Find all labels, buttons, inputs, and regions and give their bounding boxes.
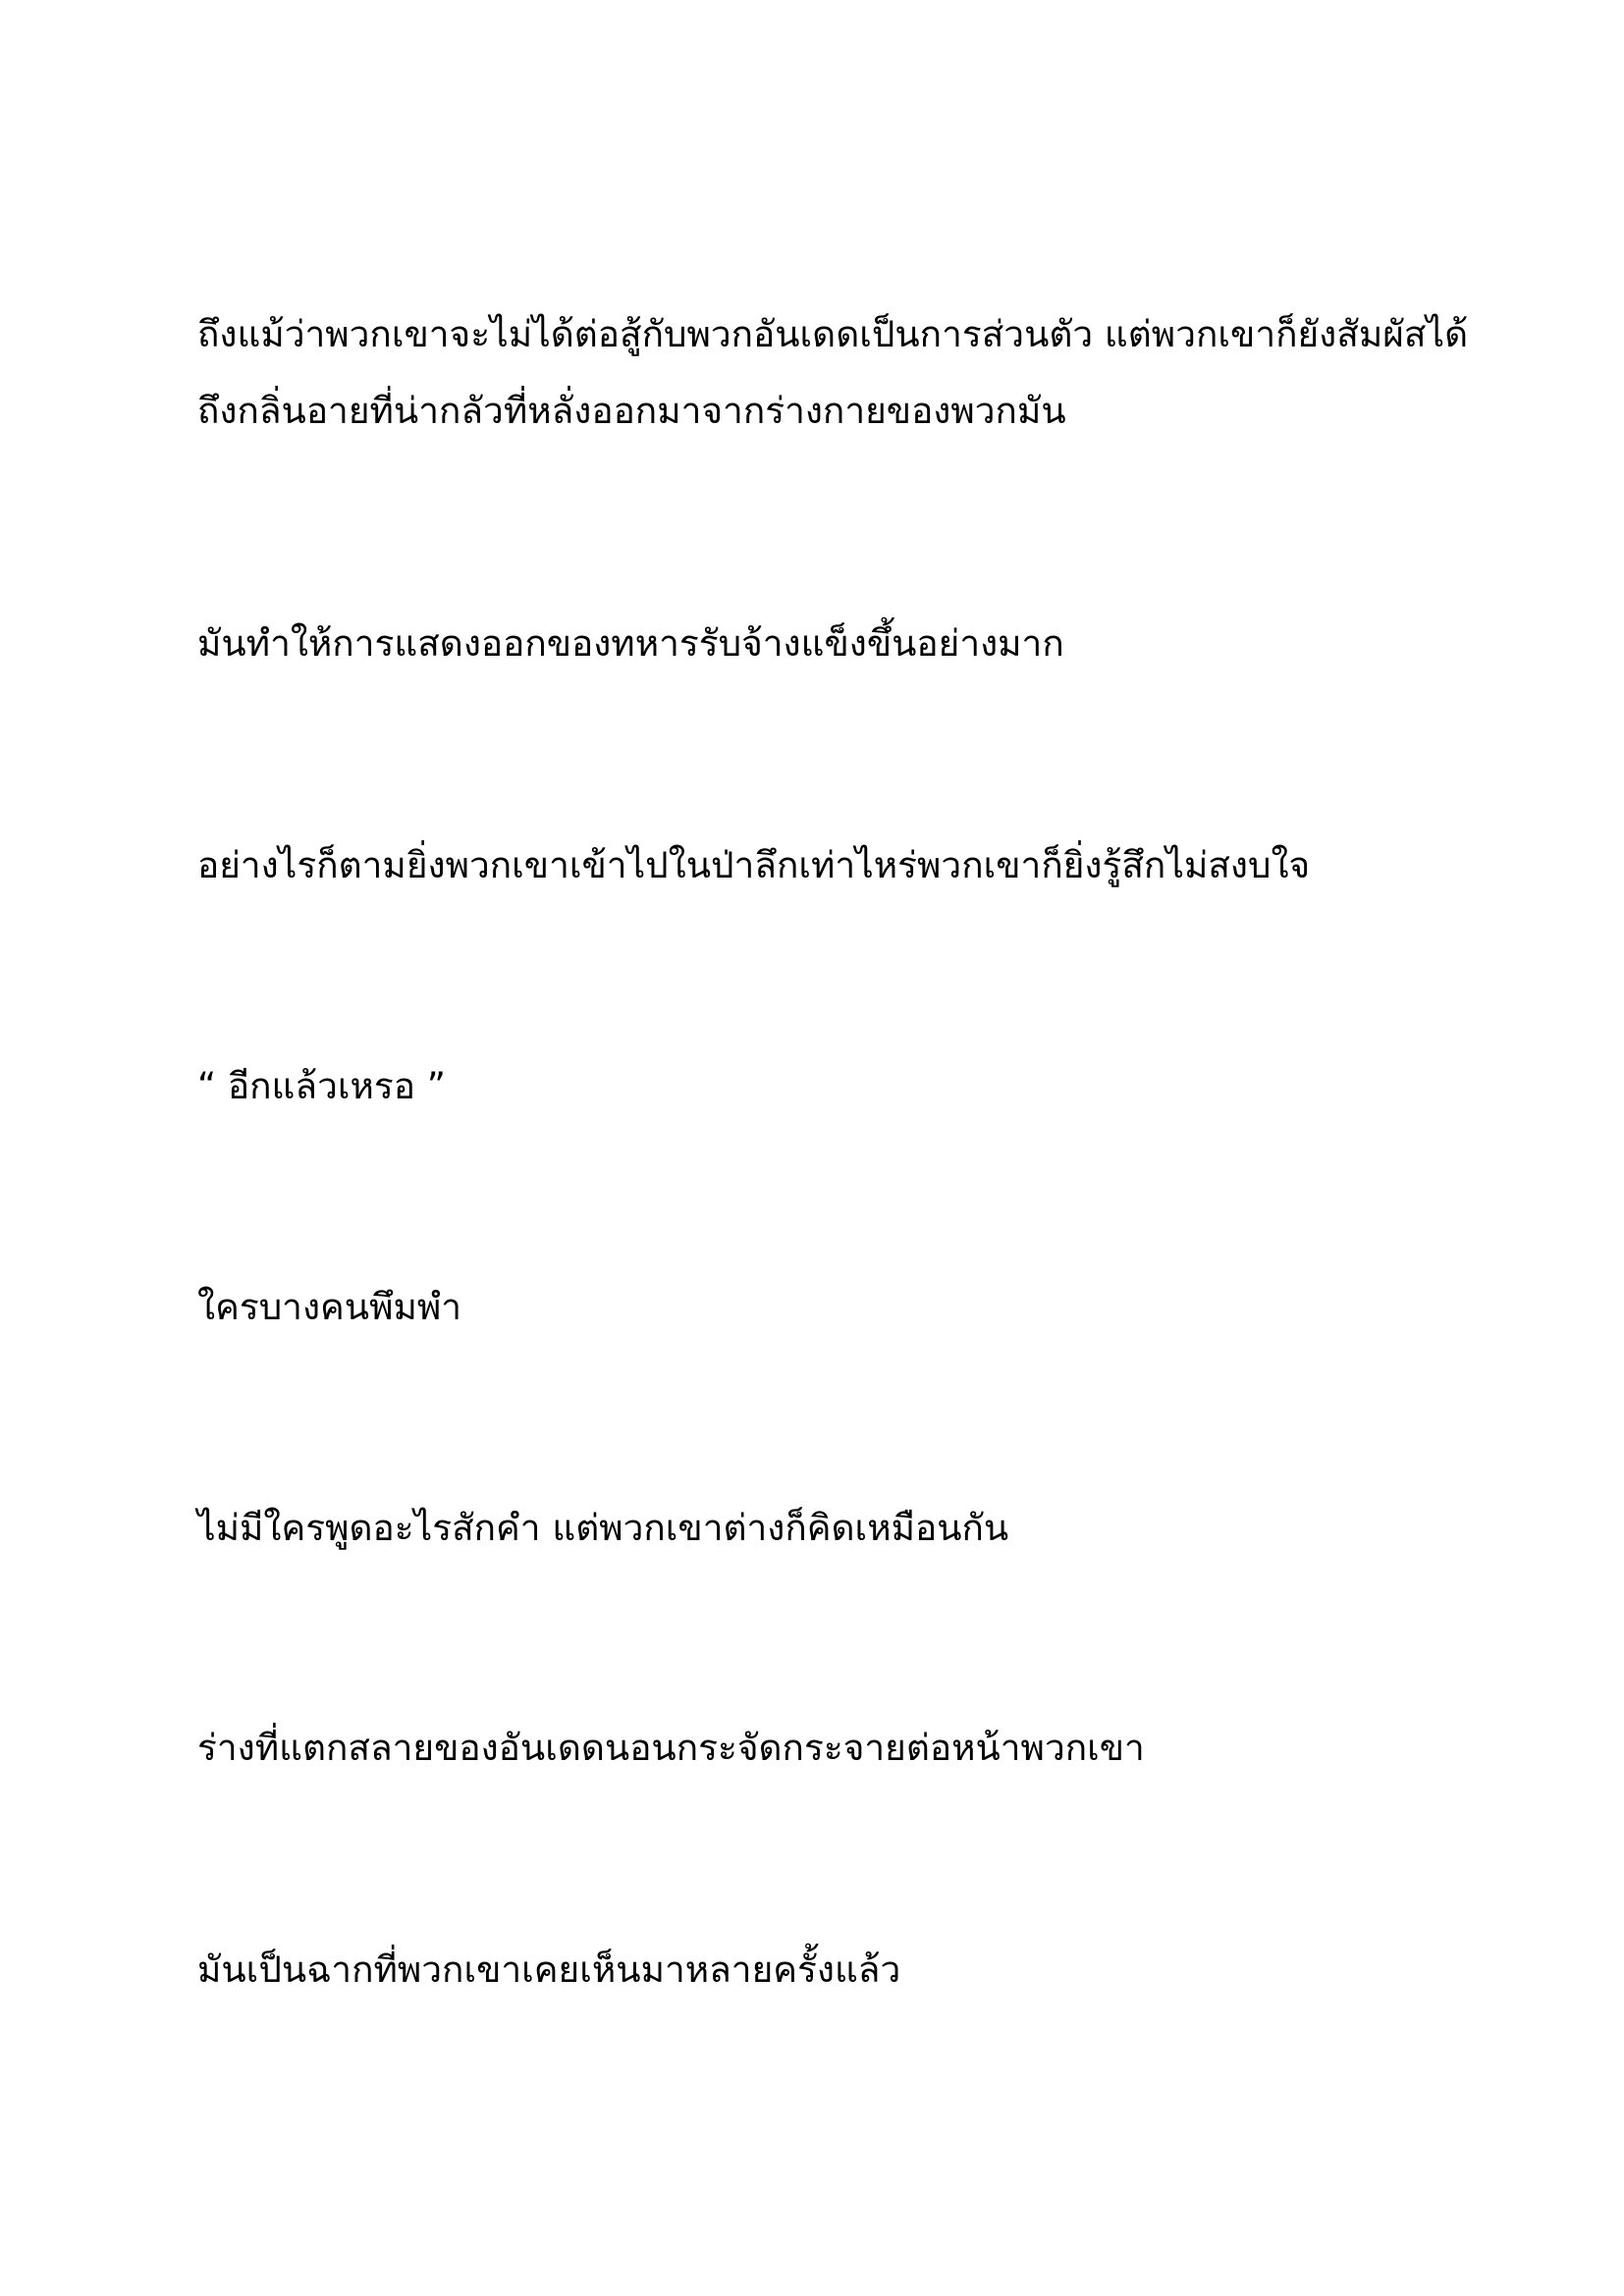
paragraph-2-line-1: มันทำให้การแสดงออกของทหารรับจ้างแข็งขึ้นอย่างมาก <box>197 622 1064 665</box>
paragraph-3 <box>197 828 1435 904</box>
paragraph-7-line-1: ร่างที่แตกสลายของอันเดดนอนกระจัดกระจายต่อหน้าพวกเขา <box>197 1727 1145 1769</box>
paragraph-4-line-1: “ อีกแล้วเหรอ ” <box>197 1065 446 1107</box>
paragraph-8-line-1: มันเป็นฉากที่พวกเขาเคยเห็นมาหลายครั้งแล้ว <box>197 1949 901 1991</box>
paragraph-3-line-1: อย่างไรก็ตามยิ่งพวกเขาเข้าไปในป่าลึกเท่าไหร่พวกเขาก็ยิ่งรู้สึกไม่สงบใจ <box>197 844 1311 886</box>
paragraph-1-line-1: ถึงแม้ว่าพวกเขาจะไม่ได้ต่อสู้กับพวกอันเดดเป็นการส่วนตัว แต่พวกเขาก็ยังสัมผัสได้ <box>197 313 1469 355</box>
paragraph-6-line-1: ไม่มีใครพูดอะไรสักคำ แต่พวกเขาต่างก็คิดเหมือนกัน <box>197 1507 1009 1549</box>
paragraph-5-line-1: ใครบางคนพึมพำ <box>197 1286 462 1328</box>
paragraph-5 <box>197 1269 1435 1346</box>
paragraph-2 <box>197 606 1435 682</box>
paragraph-1 <box>197 296 1469 450</box>
paragraph-7 <box>197 1710 1435 1787</box>
paragraph-1-line-2: ถึงกลิ่นอายที่น่ากลัวที่หลั่งออกมาจากร่างกายของพวกมัน <box>197 390 1066 432</box>
paragraph-6 <box>197 1490 1435 1567</box>
paragraph-4 <box>197 1048 1435 1125</box>
paragraph-8 <box>197 1932 1435 2008</box>
